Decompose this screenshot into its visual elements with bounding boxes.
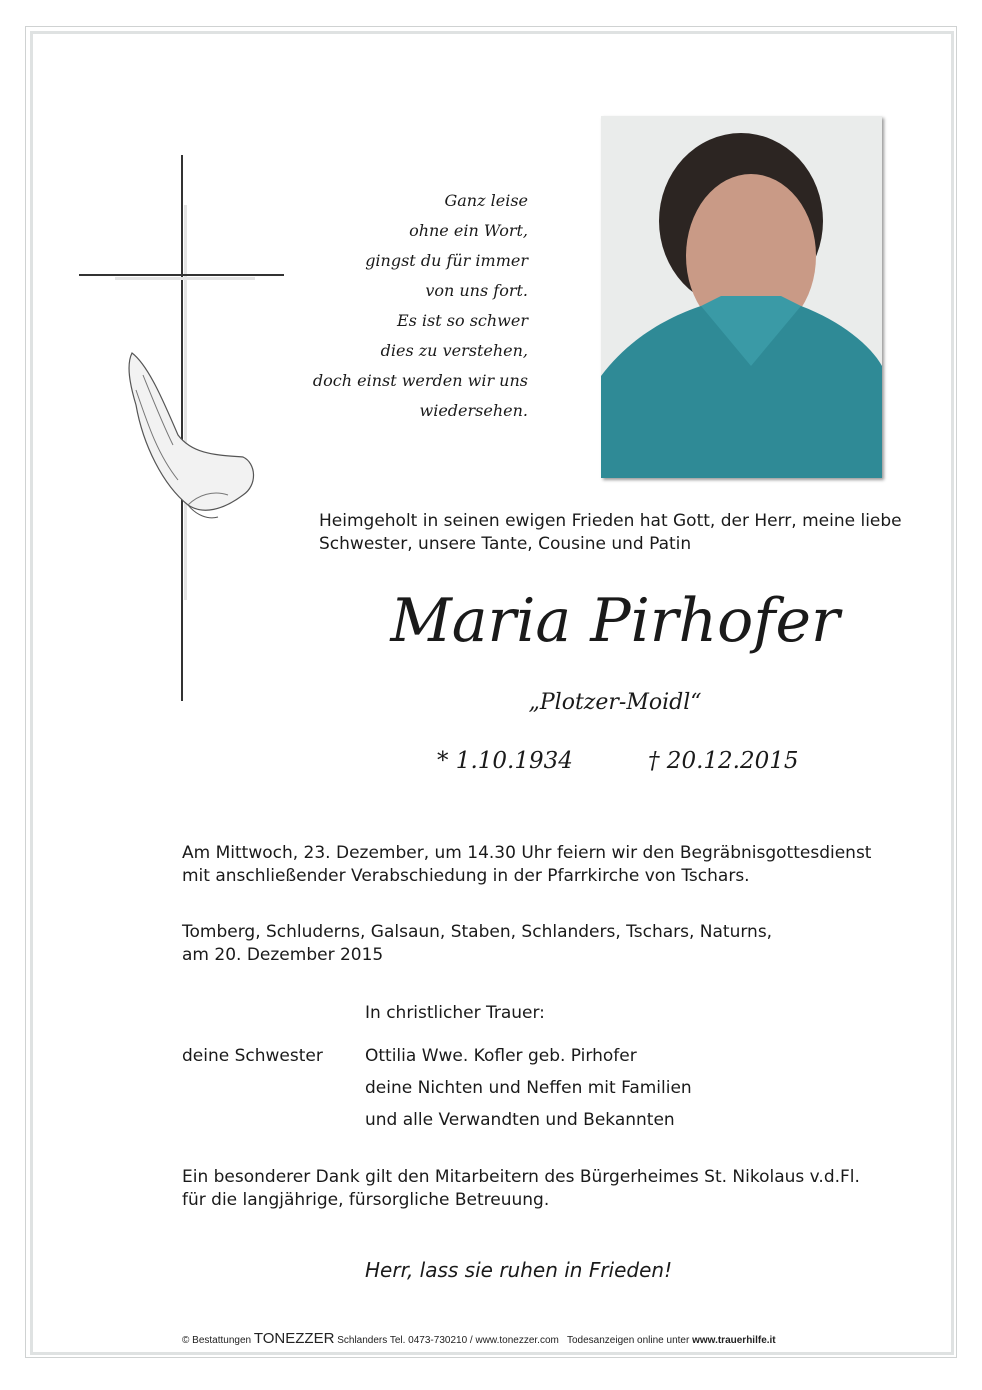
service-line: mit anschließender Verabschiedung in der Pfarrkirche von Tschars.	[182, 866, 750, 886]
poem-line: von uns fort.	[425, 281, 528, 300]
mourner: Ottilia Wwe. Kofler geb. Pirhofer	[365, 1046, 637, 1066]
thanks-line: für die langjährige, fürsorgliche Betreuung.	[182, 1190, 550, 1210]
poem-line: dies zu verstehen,	[380, 341, 528, 360]
poem-line: ohne ein Wort,	[409, 221, 528, 240]
intro-line: Heimgeholt in seinen ewigen Frieden hat Gott, der Herr, meine liebe	[319, 511, 902, 531]
mourners-list	[365, 1040, 692, 1136]
poem-line: Es ist so schwer	[396, 311, 528, 330]
nickname: „Plotzer-Moidl“	[528, 690, 702, 715]
poem-line: wiedersehen.	[419, 401, 528, 420]
thanks-line: Ein besonderer Dank gilt den Mitarbeitern des Bürgerheimes St. Nikolaus v.d.Fl.	[182, 1167, 860, 1187]
poem	[313, 186, 528, 426]
praying-hands-icon	[118, 345, 263, 525]
service-text	[182, 842, 871, 888]
service-line: Am Mittwoch, 23. Dezember, um 14.30 Uhr feiern wir den Begräbnisgottesdienst	[182, 843, 872, 863]
footer-contact: Schlanders Tel. 0473-730210 / www.tonezzer.com	[337, 1335, 559, 1346]
places-line: am 20. Dezember 2015	[182, 945, 384, 965]
sister-label: deine Schwester	[182, 1046, 323, 1066]
intro-line: Schwester, unsere Tante, Cousine und Patin	[319, 534, 692, 554]
footer-prefix: © Bestattungen	[182, 1335, 252, 1346]
poem-line: gingst du für immer	[365, 251, 528, 270]
footer-brand: TONEZZER	[253, 1330, 335, 1347]
footer-url-link[interactable]: www.trauerhilfe.it	[692, 1335, 776, 1346]
mourner: deine Nichten und Neffen mit Familien	[365, 1078, 692, 1098]
mourner: und alle Verwandten und Bekannten	[365, 1110, 675, 1130]
places-line: Tomberg, Schluderns, Galsaun, Staben, Schlanders, Tschars, Naturns,	[182, 922, 773, 942]
mourning-heading: In christlicher Trauer:	[365, 1003, 545, 1023]
death-date: † 20.12.2015	[648, 748, 799, 774]
poem-line: Ganz leise	[444, 191, 528, 210]
closing-line: Herr, lass sie ruhen in Frieden!	[365, 1258, 673, 1282]
thanks-text	[182, 1166, 860, 1212]
deceased-name: Maria Pirhofer	[390, 586, 840, 656]
footer-online-label: Todesanzeigen online unter	[567, 1335, 690, 1346]
poem-line: doch einst werden wir uns	[312, 371, 528, 390]
intro-text	[319, 510, 902, 556]
footer	[182, 1330, 776, 1347]
portrait-photo	[601, 116, 882, 478]
birth-date: * 1.10.1934	[437, 748, 573, 774]
places-text	[182, 921, 772, 967]
